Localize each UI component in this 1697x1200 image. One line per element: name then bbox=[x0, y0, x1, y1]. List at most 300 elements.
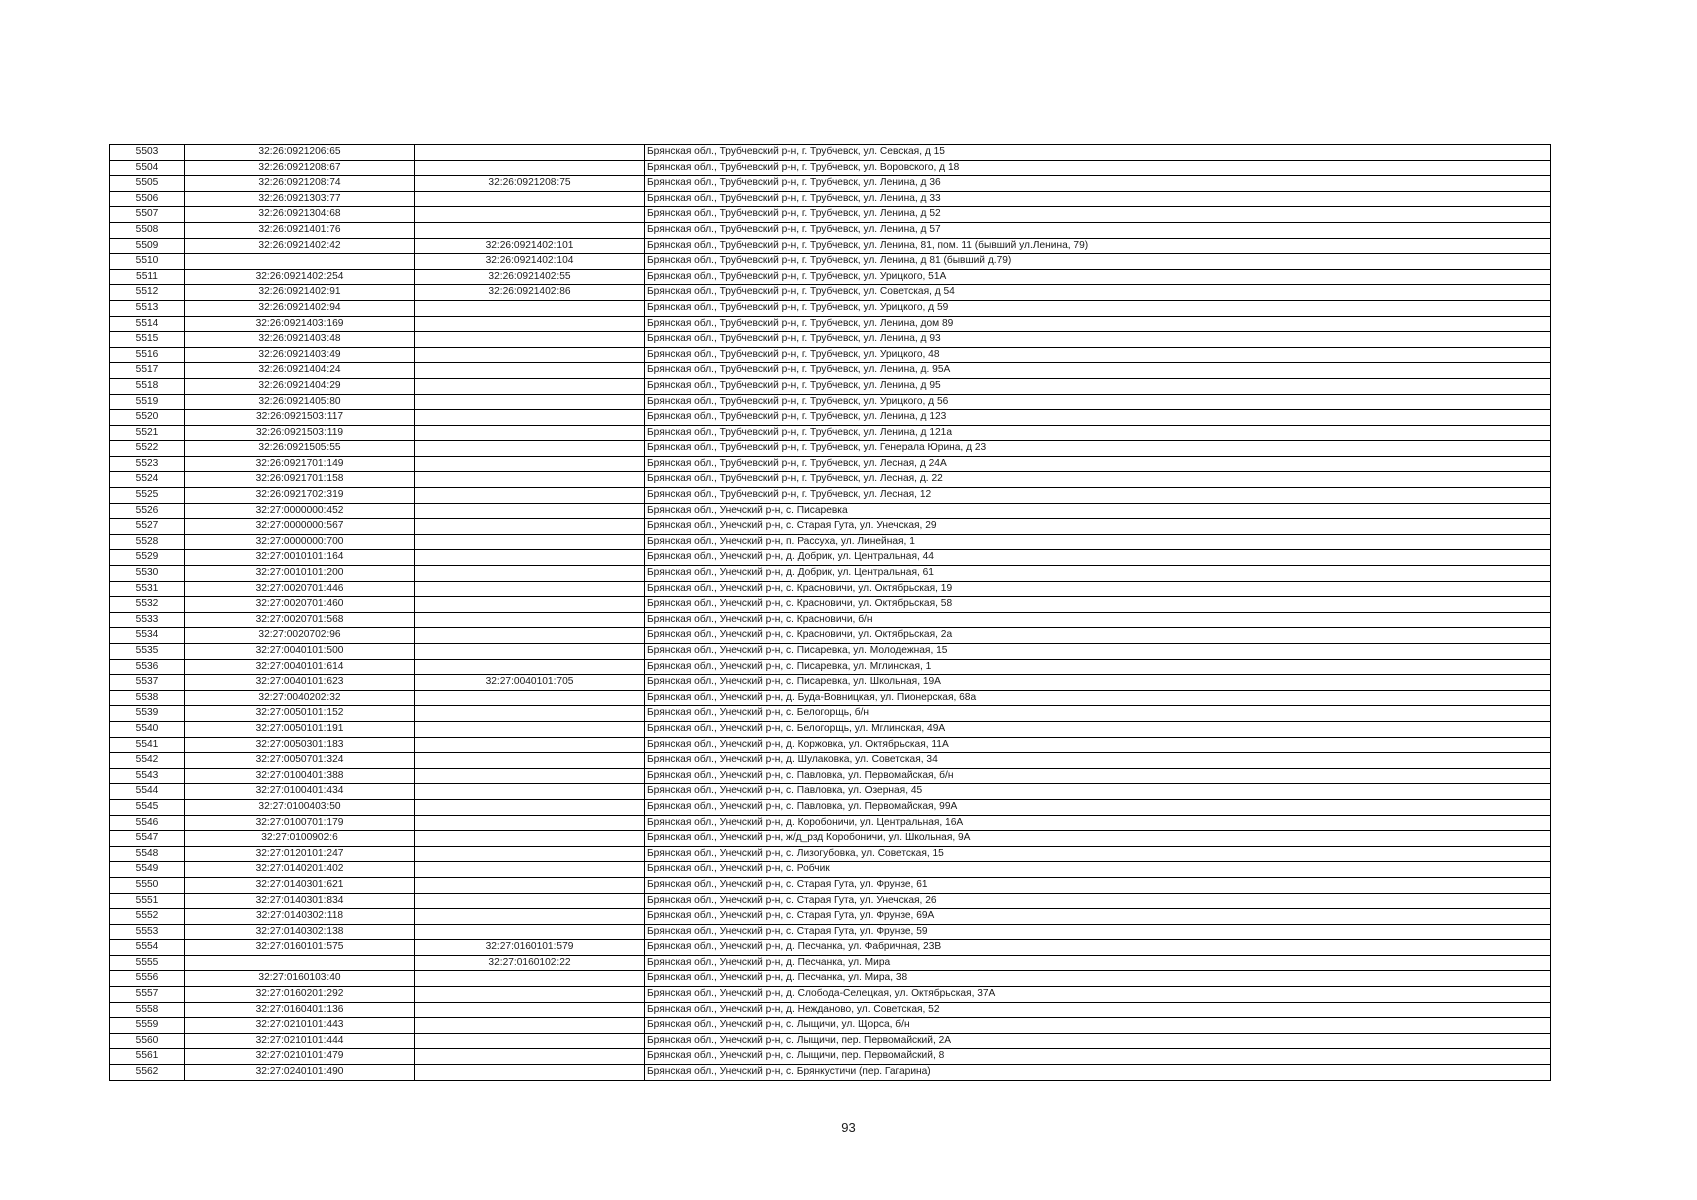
table-row bbox=[110, 924, 1551, 940]
table-row bbox=[110, 363, 1551, 379]
row-number-cell: 5529 bbox=[110, 550, 185, 566]
table-body bbox=[110, 145, 1551, 1081]
cadastral-number-cell: 32:26:0921503:119 bbox=[185, 425, 415, 441]
address-cell: Брянская обл., Трубчевский р-н, г. Трубчевск, ул. Урицкого, д 59 bbox=[645, 300, 1551, 316]
table-row bbox=[110, 1033, 1551, 1049]
row-number-cell: 5520 bbox=[110, 410, 185, 426]
address-cell: Брянская обл., Унечский р-н, с. Павловка, ул. Озерная, 45 bbox=[645, 784, 1551, 800]
table-row bbox=[110, 675, 1551, 691]
row-number-cell: 5503 bbox=[110, 145, 185, 161]
address-cell: Брянская обл., Трубчевский р-н, г. Трубчевск, ул. Ленина, д 81 (бывший д.79) bbox=[645, 254, 1551, 270]
related-cadastral-number-cell bbox=[415, 612, 645, 628]
address-cell: Брянская обл., Унечский р-н, с. Красновичи, ул. Октябрьская, 58 bbox=[645, 597, 1551, 613]
cadastral-number-cell: 32:27:0240101:490 bbox=[185, 1065, 415, 1081]
row-number-cell: 5532 bbox=[110, 597, 185, 613]
row-number-cell: 5539 bbox=[110, 706, 185, 722]
cadastral-number-cell: 32:27:0000000:452 bbox=[185, 503, 415, 519]
row-number-cell: 5517 bbox=[110, 363, 185, 379]
table-row bbox=[110, 566, 1551, 582]
cadastral-number-cell: 32:26:0921404:29 bbox=[185, 378, 415, 394]
row-number-cell: 5514 bbox=[110, 316, 185, 332]
row-number-cell: 5558 bbox=[110, 1002, 185, 1018]
related-cadastral-number-cell bbox=[415, 1018, 645, 1034]
table-row bbox=[110, 347, 1551, 363]
cadastral-number-cell: 32:27:0210101:443 bbox=[185, 1018, 415, 1034]
address-cell: Брянская обл., Унечский р-н, с. Лизогубовка, ул. Советская, 15 bbox=[645, 846, 1551, 862]
table-row bbox=[110, 519, 1551, 535]
table-row bbox=[110, 831, 1551, 847]
table-row bbox=[110, 799, 1551, 815]
related-cadastral-number-cell: 32:27:0160101:579 bbox=[415, 940, 645, 956]
cadastral-number-cell: 32:27:0140201:402 bbox=[185, 862, 415, 878]
cadastral-number-cell: 32:27:0010101:164 bbox=[185, 550, 415, 566]
related-cadastral-number-cell bbox=[415, 987, 645, 1003]
cadastral-number-cell: 32:27:0040101:500 bbox=[185, 644, 415, 660]
related-cadastral-number-cell bbox=[415, 784, 645, 800]
table-row bbox=[110, 534, 1551, 550]
table-row bbox=[110, 332, 1551, 348]
related-cadastral-number-cell bbox=[415, 831, 645, 847]
address-cell: Брянская обл., Трубчевский р-н, г. Трубчевск, ул. Ленина, 81, пом. 11 (бывший ул.Ленина, 79) bbox=[645, 238, 1551, 254]
row-number-cell: 5547 bbox=[110, 831, 185, 847]
related-cadastral-number-cell bbox=[415, 753, 645, 769]
table-row bbox=[110, 987, 1551, 1003]
address-cell: Брянская обл., Унечский р-н, с. Робчик bbox=[645, 862, 1551, 878]
related-cadastral-number-cell: 32:26:0921402:55 bbox=[415, 269, 645, 285]
cadastral-number-cell: 32:27:0160201:292 bbox=[185, 987, 415, 1003]
address-cell: Брянская обл., Унечский р-н, д. Добрик, ул. Центральная, 44 bbox=[645, 550, 1551, 566]
cadastral-number-cell: 32:26:0921701:149 bbox=[185, 456, 415, 472]
table-row bbox=[110, 628, 1551, 644]
table-row bbox=[110, 659, 1551, 675]
cadastral-number-cell: 32:27:0040101:614 bbox=[185, 659, 415, 675]
related-cadastral-number-cell bbox=[415, 909, 645, 925]
cadastral-number-cell: 32:26:0921403:49 bbox=[185, 347, 415, 363]
row-number-cell: 5549 bbox=[110, 862, 185, 878]
row-number-cell: 5521 bbox=[110, 425, 185, 441]
related-cadastral-number-cell bbox=[415, 737, 645, 753]
related-cadastral-number-cell bbox=[415, 846, 645, 862]
address-cell: Брянская обл., Унечский р-н, с. Старая Гута, ул. Фрунзе, 61 bbox=[645, 877, 1551, 893]
address-cell: Брянская обл., Трубчевский р-н, г. Трубчевск, ул. Генерала Юрина, д 23 bbox=[645, 441, 1551, 457]
row-number-cell: 5530 bbox=[110, 566, 185, 582]
row-number-cell: 5524 bbox=[110, 472, 185, 488]
row-number-cell: 5546 bbox=[110, 815, 185, 831]
row-number-cell: 5527 bbox=[110, 519, 185, 535]
related-cadastral-number-cell bbox=[415, 191, 645, 207]
address-cell: Брянская обл., Унечский р-н, д. Слобода-Селецкая, ул. Октябрьская, 37А bbox=[645, 987, 1551, 1003]
address-cell: Брянская обл., Унечский р-н, с. Лыщичи, пер. Первомайский, 2А bbox=[645, 1033, 1551, 1049]
address-cell: Брянская обл., Трубчевский р-н, г. Трубчевск, ул. Ленина, д 33 bbox=[645, 191, 1551, 207]
table-row bbox=[110, 737, 1551, 753]
related-cadastral-number-cell bbox=[415, 1033, 645, 1049]
cadastral-number-cell: 32:27:0050701:324 bbox=[185, 753, 415, 769]
related-cadastral-number-cell bbox=[415, 160, 645, 176]
related-cadastral-number-cell: 32:26:0921402:104 bbox=[415, 254, 645, 270]
table-row bbox=[110, 597, 1551, 613]
related-cadastral-number-cell bbox=[415, 503, 645, 519]
table-row bbox=[110, 846, 1551, 862]
address-cell: Брянская обл., Унечский р-н, д. Нежданово, ул. Советская, 52 bbox=[645, 1002, 1551, 1018]
table-row bbox=[110, 394, 1551, 410]
row-number-cell: 5550 bbox=[110, 877, 185, 893]
table-row bbox=[110, 456, 1551, 472]
table-row bbox=[110, 815, 1551, 831]
cadastral-number-cell: 32:27:0050101:152 bbox=[185, 706, 415, 722]
row-number-cell: 5505 bbox=[110, 176, 185, 192]
cadastral-number-cell: 32:26:0921208:74 bbox=[185, 176, 415, 192]
cadastral-number-cell: 32:26:0921702:319 bbox=[185, 488, 415, 504]
related-cadastral-number-cell bbox=[415, 410, 645, 426]
related-cadastral-number-cell bbox=[415, 488, 645, 504]
cadastral-number-cell: 32:27:0210101:444 bbox=[185, 1033, 415, 1049]
address-cell: Брянская обл., Трубчевский р-н, г. Трубчевск, ул. Лесная, д 24А bbox=[645, 456, 1551, 472]
cadastral-number-cell: 32:26:0921206:65 bbox=[185, 145, 415, 161]
page-number: 93 bbox=[841, 1120, 856, 1135]
table-row bbox=[110, 955, 1551, 971]
table-row bbox=[110, 207, 1551, 223]
address-cell: Брянская обл., Унечский р-н, д. Песчанка, ул. Мира bbox=[645, 955, 1551, 971]
address-cell: Брянская обл., Унечский р-н, с. Красновичи, ул. Октябрьская, 19 bbox=[645, 581, 1551, 597]
table-row bbox=[110, 550, 1551, 566]
cadastral-number-cell: 32:27:0000000:700 bbox=[185, 534, 415, 550]
table-row bbox=[110, 784, 1551, 800]
related-cadastral-number-cell bbox=[415, 971, 645, 987]
table-row bbox=[110, 1049, 1551, 1065]
related-cadastral-number-cell: 32:26:0921402:86 bbox=[415, 285, 645, 301]
related-cadastral-number-cell bbox=[415, 472, 645, 488]
related-cadastral-number-cell bbox=[415, 815, 645, 831]
table-row bbox=[110, 1002, 1551, 1018]
cadastral-number-cell: 32:26:0921304:68 bbox=[185, 207, 415, 223]
row-number-cell: 5536 bbox=[110, 659, 185, 675]
address-cell: Брянская обл., Унечский р-н, с. Павловка, ул. Первомайская, б/н bbox=[645, 768, 1551, 784]
cadastral-number-cell: 32:26:0921701:158 bbox=[185, 472, 415, 488]
related-cadastral-number-cell bbox=[415, 1002, 645, 1018]
cadastral-number-cell: 32:27:0040202:32 bbox=[185, 690, 415, 706]
address-cell: Брянская обл., Унечский р-н, д. Коржовка, ул. Октябрьская, 11А bbox=[645, 737, 1551, 753]
address-cell: Брянская обл., Трубчевский р-н, г. Трубчевск, ул. Ленина, д. 95А bbox=[645, 363, 1551, 379]
related-cadastral-number-cell bbox=[415, 347, 645, 363]
cadastral-number-cell: 32:27:0100403:50 bbox=[185, 799, 415, 815]
table-row bbox=[110, 721, 1551, 737]
cadastral-number-cell: 32:27:0100401:388 bbox=[185, 768, 415, 784]
address-cell: Брянская обл., Унечский р-н, с. Лыщичи, пер. Первомайский, 8 bbox=[645, 1049, 1551, 1065]
address-cell: Брянская обл., Унечский р-н, д. Песчанка, ул. Фабричная, 23В bbox=[645, 940, 1551, 956]
address-cell: Брянская обл., Трубчевский р-н, г. Трубчевск, ул. Лесная, д. 22 bbox=[645, 472, 1551, 488]
table-row bbox=[110, 940, 1551, 956]
cadastral-number-cell: 32:26:0921403:169 bbox=[185, 316, 415, 332]
related-cadastral-number-cell bbox=[415, 628, 645, 644]
cadastral-number-cell: 32:27:0040101:623 bbox=[185, 675, 415, 691]
table-row bbox=[110, 300, 1551, 316]
related-cadastral-number-cell bbox=[415, 706, 645, 722]
table-row bbox=[110, 644, 1551, 660]
cadastral-number-cell: 32:26:0921403:48 bbox=[185, 332, 415, 348]
address-cell: Брянская обл., Унечский р-н, д. Шулаковка, ул. Советская, 34 bbox=[645, 753, 1551, 769]
cadastral-number-cell: 32:27:0100401:434 bbox=[185, 784, 415, 800]
cadastral-number-cell: 32:27:0000000:567 bbox=[185, 519, 415, 535]
row-number-cell: 5510 bbox=[110, 254, 185, 270]
related-cadastral-number-cell bbox=[415, 924, 645, 940]
cadastral-number-cell: 32:27:0160103:40 bbox=[185, 971, 415, 987]
row-number-cell: 5545 bbox=[110, 799, 185, 815]
cadastral-number-cell: 32:27:0050301:183 bbox=[185, 737, 415, 753]
address-cell: Брянская обл., Унечский р-н, с. Старая Гута, ул. Унечская, 29 bbox=[645, 519, 1551, 535]
address-cell: Брянская обл., Унечский р-н, ж/д_рзд Коробоничи, ул. Школьная, 9А bbox=[645, 831, 1551, 847]
row-number-cell: 5512 bbox=[110, 285, 185, 301]
row-number-cell: 5511 bbox=[110, 269, 185, 285]
row-number-cell: 5533 bbox=[110, 612, 185, 628]
related-cadastral-number-cell bbox=[415, 893, 645, 909]
row-number-cell: 5548 bbox=[110, 846, 185, 862]
row-number-cell: 5528 bbox=[110, 534, 185, 550]
address-cell: Брянская обл., Унечский р-н, д. Песчанка, ул. Мира, 38 bbox=[645, 971, 1551, 987]
row-number-cell: 5538 bbox=[110, 690, 185, 706]
address-cell: Брянская обл., Унечский р-н, с. Писаревка bbox=[645, 503, 1551, 519]
table-row bbox=[110, 160, 1551, 176]
row-number-cell: 5515 bbox=[110, 332, 185, 348]
row-number-cell: 5523 bbox=[110, 456, 185, 472]
related-cadastral-number-cell bbox=[415, 690, 645, 706]
cadastral-number-cell: 32:26:0921402:254 bbox=[185, 269, 415, 285]
related-cadastral-number-cell bbox=[415, 332, 645, 348]
row-number-cell: 5506 bbox=[110, 191, 185, 207]
cadastral-number-cell: 32:26:0921405:80 bbox=[185, 394, 415, 410]
cadastral-number-cell: 32:27:0120101:247 bbox=[185, 846, 415, 862]
row-number-cell: 5544 bbox=[110, 784, 185, 800]
row-number-cell: 5552 bbox=[110, 909, 185, 925]
related-cadastral-number-cell bbox=[415, 456, 645, 472]
cadastral-number-cell: 32:26:0921505:55 bbox=[185, 441, 415, 457]
table-row bbox=[110, 254, 1551, 270]
table-row bbox=[110, 425, 1551, 441]
cadastral-number-cell: 32:27:0100902:6 bbox=[185, 831, 415, 847]
address-cell: Брянская обл., Трубчевский р-н, г. Трубчевск, ул. Ленина, дом 89 bbox=[645, 316, 1551, 332]
cadastral-number-cell bbox=[185, 254, 415, 270]
related-cadastral-number-cell bbox=[415, 534, 645, 550]
row-number-cell: 5504 bbox=[110, 160, 185, 176]
row-number-cell: 5554 bbox=[110, 940, 185, 956]
address-cell: Брянская обл., Унечский р-н, с. Старая Гута, ул. Фрунзе, 59 bbox=[645, 924, 1551, 940]
related-cadastral-number-cell bbox=[415, 659, 645, 675]
table-row bbox=[110, 222, 1551, 238]
related-cadastral-number-cell bbox=[415, 519, 645, 535]
row-number-cell: 5513 bbox=[110, 300, 185, 316]
table-row bbox=[110, 503, 1551, 519]
address-cell: Брянская обл., Унечский р-н, д. Коробоничи, ул. Центральная, 16А bbox=[645, 815, 1551, 831]
address-cell: Брянская обл., Унечский р-н, с. Красновичи, ул. Октябрьская, 2а bbox=[645, 628, 1551, 644]
address-cell: Брянская обл., Унечский р-н, с. Брянкустичи (пер. Гагарина) bbox=[645, 1065, 1551, 1081]
related-cadastral-number-cell bbox=[415, 644, 645, 660]
row-number-cell: 5561 bbox=[110, 1049, 185, 1065]
related-cadastral-number-cell bbox=[415, 550, 645, 566]
address-cell: Брянская обл., Трубчевский р-н, г. Трубчевск, ул. Урицкого, 51А bbox=[645, 269, 1551, 285]
related-cadastral-number-cell bbox=[415, 877, 645, 893]
cadastral-number-cell: 32:26:0921402:94 bbox=[185, 300, 415, 316]
cadastral-number-cell: 32:27:0140301:621 bbox=[185, 877, 415, 893]
table-row bbox=[110, 269, 1551, 285]
related-cadastral-number-cell: 32:27:0040101:705 bbox=[415, 675, 645, 691]
row-number-cell: 5522 bbox=[110, 441, 185, 457]
row-number-cell: 5557 bbox=[110, 987, 185, 1003]
cadastral-number-cell bbox=[185, 955, 415, 971]
row-number-cell: 5516 bbox=[110, 347, 185, 363]
row-number-cell: 5551 bbox=[110, 893, 185, 909]
cadastral-number-cell: 32:27:0020701:568 bbox=[185, 612, 415, 628]
address-cell: Брянская обл., Унечский р-н, с. Белогорщь, б/н bbox=[645, 706, 1551, 722]
table-row bbox=[110, 191, 1551, 207]
address-cell: Брянская обл., Трубчевский р-н, г. Трубчевск, ул. Советская, д 54 bbox=[645, 285, 1551, 301]
table-row bbox=[110, 753, 1551, 769]
row-number-cell: 5553 bbox=[110, 924, 185, 940]
row-number-cell: 5562 bbox=[110, 1065, 185, 1081]
address-cell: Брянская обл., Трубчевский р-н, г. Трубчевск, ул. Ленина, д 123 bbox=[645, 410, 1551, 426]
row-number-cell: 5555 bbox=[110, 955, 185, 971]
cadastral-number-cell: 32:27:0020702:96 bbox=[185, 628, 415, 644]
table-row bbox=[110, 472, 1551, 488]
related-cadastral-number-cell bbox=[415, 441, 645, 457]
address-cell: Брянская обл., Унечский р-н, с. Красновичи, б/н bbox=[645, 612, 1551, 628]
table-row bbox=[110, 285, 1551, 301]
table-row bbox=[110, 877, 1551, 893]
related-cadastral-number-cell bbox=[415, 300, 645, 316]
related-cadastral-number-cell: 32:26:0921208:75 bbox=[415, 176, 645, 192]
table-row bbox=[110, 971, 1551, 987]
table-row bbox=[110, 316, 1551, 332]
cadastral-number-cell: 32:26:0921402:42 bbox=[185, 238, 415, 254]
table-row bbox=[110, 581, 1551, 597]
row-number-cell: 5541 bbox=[110, 737, 185, 753]
row-number-cell: 5508 bbox=[110, 222, 185, 238]
cadastral-number-cell: 32:27:0160101:575 bbox=[185, 940, 415, 956]
row-number-cell: 5560 bbox=[110, 1033, 185, 1049]
table-row bbox=[110, 706, 1551, 722]
related-cadastral-number-cell bbox=[415, 862, 645, 878]
cadastral-number-cell: 32:26:0921404:24 bbox=[185, 363, 415, 379]
address-cell: Брянская обл., Трубчевский р-н, г. Трубчевск, ул. Ленина, д 95 bbox=[645, 378, 1551, 394]
row-number-cell: 5540 bbox=[110, 721, 185, 737]
related-cadastral-number-cell bbox=[415, 207, 645, 223]
row-number-cell: 5531 bbox=[110, 581, 185, 597]
cadastral-number-cell: 32:26:0921503:117 bbox=[185, 410, 415, 426]
table-row bbox=[110, 893, 1551, 909]
cadastral-number-cell: 32:27:0140301:834 bbox=[185, 893, 415, 909]
table-row bbox=[110, 176, 1551, 192]
cadastral-number-cell: 32:27:0160401:136 bbox=[185, 1002, 415, 1018]
table-row bbox=[110, 768, 1551, 784]
address-cell: Брянская обл., Унечский р-н, с. Старая Гута, ул. Фрунзе, 69А bbox=[645, 909, 1551, 925]
address-cell: Брянская обл., Трубчевский р-н, г. Трубчевск, ул. Урицкого, 48 bbox=[645, 347, 1551, 363]
table-row bbox=[110, 410, 1551, 426]
cadastral-number-cell: 32:27:0050101:191 bbox=[185, 721, 415, 737]
address-cell: Брянская обл., Трубчевский р-н, г. Трубчевск, ул. Ленина, д 57 bbox=[645, 222, 1551, 238]
address-cell: Брянская обл., Трубчевский р-н, г. Трубчевск, ул. Ленина, д 52 bbox=[645, 207, 1551, 223]
related-cadastral-number-cell bbox=[415, 799, 645, 815]
address-cell: Брянская обл., Унечский р-н, с. Лыщичи, ул. Щорса, б/н bbox=[645, 1018, 1551, 1034]
address-cell: Брянская обл., Унечский р-н, д. Добрик, ул. Центральная, 61 bbox=[645, 566, 1551, 582]
related-cadastral-number-cell bbox=[415, 721, 645, 737]
address-cell: Брянская обл., Трубчевский р-н, г. Трубчевск, ул. Воровского, д 18 bbox=[645, 160, 1551, 176]
table-row bbox=[110, 488, 1551, 504]
table-row bbox=[110, 862, 1551, 878]
address-cell: Брянская обл., Унечский р-н, д. Буда-Вовницкая, ул. Пионерская, 68а bbox=[645, 690, 1551, 706]
related-cadastral-number-cell bbox=[415, 1049, 645, 1065]
table-row bbox=[110, 612, 1551, 628]
related-cadastral-number-cell bbox=[415, 425, 645, 441]
cadastral-number-cell: 32:27:0210101:479 bbox=[185, 1049, 415, 1065]
cadastral-number-cell: 32:26:0921401:76 bbox=[185, 222, 415, 238]
address-cell: Брянская обл., Унечский р-н, с. Писаревка, ул. Мглинская, 1 bbox=[645, 659, 1551, 675]
table-row bbox=[110, 1065, 1551, 1081]
related-cadastral-number-cell bbox=[415, 597, 645, 613]
cadastral-number-cell: 32:27:0010101:200 bbox=[185, 566, 415, 582]
table-row bbox=[110, 238, 1551, 254]
row-number-cell: 5526 bbox=[110, 503, 185, 519]
related-cadastral-number-cell bbox=[415, 581, 645, 597]
row-number-cell: 5525 bbox=[110, 488, 185, 504]
row-number-cell: 5543 bbox=[110, 768, 185, 784]
address-cell: Брянская обл., Унечский р-н, с. Старая Гута, ул. Унечская, 26 bbox=[645, 893, 1551, 909]
related-cadastral-number-cell bbox=[415, 363, 645, 379]
row-number-cell: 5559 bbox=[110, 1018, 185, 1034]
table-row bbox=[110, 909, 1551, 925]
row-number-cell: 5535 bbox=[110, 644, 185, 660]
row-number-cell: 5556 bbox=[110, 971, 185, 987]
related-cadastral-number-cell bbox=[415, 566, 645, 582]
row-number-cell: 5519 bbox=[110, 394, 185, 410]
cadastral-number-cell: 32:27:0140302:138 bbox=[185, 924, 415, 940]
address-cell: Брянская обл., Трубчевский р-н, г. Трубчевск, ул. Ленина, д 121а bbox=[645, 425, 1551, 441]
row-number-cell: 5507 bbox=[110, 207, 185, 223]
address-cell: Брянская обл., Унечский р-н, с. Писаревка, ул. Школьная, 19А bbox=[645, 675, 1551, 691]
related-cadastral-number-cell: 32:27:0160102:22 bbox=[415, 955, 645, 971]
related-cadastral-number-cell bbox=[415, 316, 645, 332]
related-cadastral-number-cell bbox=[415, 378, 645, 394]
address-cell: Брянская обл., Унечский р-н, с. Писаревка, ул. Молодежная, 15 bbox=[645, 644, 1551, 660]
related-cadastral-number-cell bbox=[415, 768, 645, 784]
table-row bbox=[110, 145, 1551, 161]
related-cadastral-number-cell bbox=[415, 145, 645, 161]
table-row bbox=[110, 1018, 1551, 1034]
table-row bbox=[110, 690, 1551, 706]
related-cadastral-number-cell bbox=[415, 394, 645, 410]
related-cadastral-number-cell bbox=[415, 222, 645, 238]
table-row bbox=[110, 441, 1551, 457]
cadastral-number-cell: 32:27:0140302:118 bbox=[185, 909, 415, 925]
address-cell: Брянская обл., Трубчевский р-н, г. Трубчевск, ул. Ленина, д 36 bbox=[645, 176, 1551, 192]
address-cell: Брянская обл., Унечский р-н, п. Рассуха, ул. Линейная, 1 bbox=[645, 534, 1551, 550]
row-number-cell: 5537 bbox=[110, 675, 185, 691]
cadastral-number-cell: 32:27:0020701:446 bbox=[185, 581, 415, 597]
cadastral-number-cell: 32:26:0921303:77 bbox=[185, 191, 415, 207]
address-cell: Брянская обл., Унечский р-н, с. Белогорщь, ул. Мглинская, 49А bbox=[645, 721, 1551, 737]
table-row bbox=[110, 378, 1551, 394]
property-table bbox=[109, 144, 1551, 1081]
address-cell: Брянская обл., Унечский р-н, с. Павловка, ул. Первомайская, 99А bbox=[645, 799, 1551, 815]
row-number-cell: 5534 bbox=[110, 628, 185, 644]
cadastral-number-cell: 32:27:0020701:460 bbox=[185, 597, 415, 613]
row-number-cell: 5509 bbox=[110, 238, 185, 254]
address-cell: Брянская обл., Трубчевский р-н, г. Трубчевск, ул. Урицкого, д 56 bbox=[645, 394, 1551, 410]
address-cell: Брянская обл., Трубчевский р-н, г. Трубчевск, ул. Севская, д 15 bbox=[645, 145, 1551, 161]
cadastral-number-cell: 32:26:0921208:67 bbox=[185, 160, 415, 176]
row-number-cell: 5518 bbox=[110, 378, 185, 394]
address-cell: Брянская обл., Трубчевский р-н, г. Трубчевск, ул. Лесная, 12 bbox=[645, 488, 1551, 504]
related-cadastral-number-cell: 32:26:0921402:101 bbox=[415, 238, 645, 254]
cadastral-number-cell: 32:26:0921402:91 bbox=[185, 285, 415, 301]
address-cell: Брянская обл., Трубчевский р-н, г. Трубчевск, ул. Ленина, д 93 bbox=[645, 332, 1551, 348]
